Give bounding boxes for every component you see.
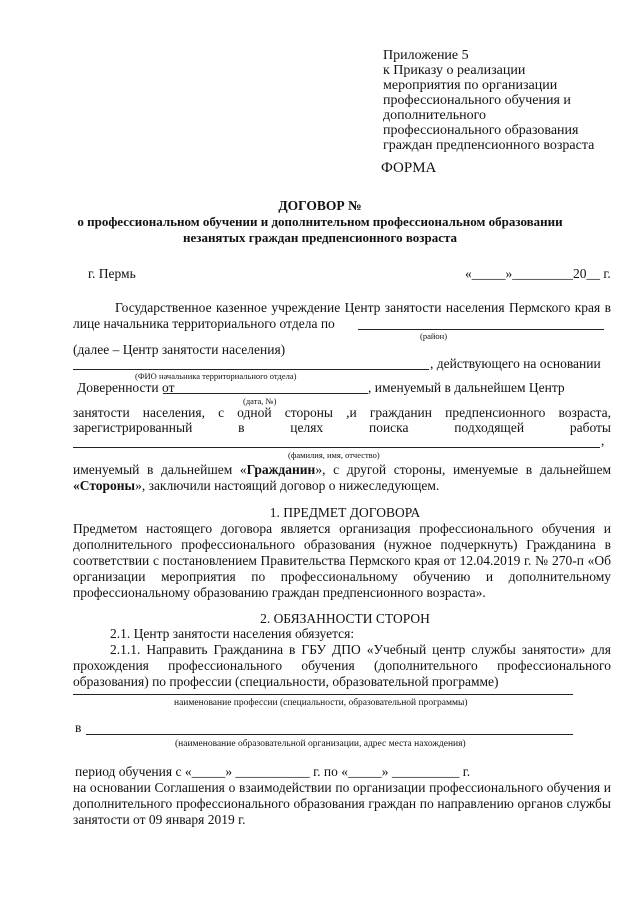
place-label: г. Пермь bbox=[88, 266, 136, 281]
appendix-line: граждан предпенсионного возраста bbox=[383, 138, 595, 153]
profession-underline bbox=[73, 694, 573, 695]
date-no-caption: (дата, №) bbox=[243, 396, 277, 406]
district-caption: (район) bbox=[420, 331, 448, 341]
organization-underline bbox=[86, 734, 573, 735]
intro-line-one-side: занятости населения, с одной стороны ,и гражданин предпенсионного возраста, bbox=[73, 405, 611, 420]
closing-open-quote: « bbox=[73, 478, 80, 493]
closing-part-1: именуемый в дальнейшем « bbox=[73, 462, 247, 477]
intro-closing-line-1 bbox=[73, 462, 611, 479]
appendix-line: профессионального образования bbox=[383, 123, 579, 138]
citizen-fio-underline bbox=[73, 447, 600, 448]
study-period: период обучения с «_____» ___________ г. по «_____» __________ г. bbox=[75, 764, 471, 779]
district-underline bbox=[358, 329, 604, 330]
contract-subtitle-line1: о профессиональном обучении и дополнительном профессиональном образовании bbox=[77, 214, 563, 229]
section-1-heading: 1. ПРЕДМЕТ ДОГОВОРА bbox=[269, 505, 421, 520]
item-2-1-1: 2.1.1. Направить Гражданина в ГБУ ДПО «Учебный центр службы занятости» для прохождения профессионального обучения (дополнительного профессионального образования) по профессии (специальности, образовательной программе) bbox=[73, 642, 611, 689]
contract-subtitle-line2: незанятых граждан предпенсионного возраста bbox=[182, 230, 458, 245]
head-fio-underline bbox=[73, 369, 429, 370]
item-2-1: 2.1. Центр занятости населения обязуется: bbox=[110, 626, 355, 641]
closing-part-2: », с другой стороны, именуемые в дальнейшем bbox=[315, 462, 611, 477]
appendix-line: мероприятия по организации bbox=[383, 78, 558, 93]
form-label: ФОРМА bbox=[381, 160, 437, 176]
acting-on-text: , действующего на основании bbox=[430, 356, 601, 371]
citizen-fio-caption: (фамилия, имя, отчество) bbox=[288, 450, 380, 460]
profession-caption: наименование профессии (специальности, образовательной программы) bbox=[174, 698, 468, 708]
section-2-heading: 2. ОБЯЗАННОСТИ СТОРОН bbox=[260, 611, 430, 626]
citizen-term: Гражданин bbox=[246, 462, 316, 477]
intro-line-3: (далее – Центр занятости населения) bbox=[73, 342, 286, 357]
appendix-line: Приложение 5 bbox=[383, 48, 469, 63]
contract-title: ДОГОВОР № bbox=[278, 198, 362, 213]
section-1-text: Предметом настоящего договора является организация профессионального обучения и дополнительного профессионального образования (нужное подчеркнуть) Гражданина в соответствии с постановлением Правительства Пермского края от 12.04.2019 г. № 270-п «Об организации мероприятия по профессиональному обучению и дополнительному профессиональному образованию граждан предпенсионного возраста». bbox=[73, 521, 611, 600]
closing-part-3: », заключили настоящий договор о нижеследующем. bbox=[135, 478, 440, 493]
named-further-text: , именуемый в дальнейшем Центр bbox=[368, 380, 565, 395]
agreement-text: на основании Соглашения о взаимодействии по организации профессионального обучения и дополнительного профессионального образования граждан по направлению органов службы занятости от 09 января 2019 г. bbox=[73, 780, 611, 827]
appendix-line: к Приказу о реализации bbox=[383, 63, 526, 78]
appendix-block bbox=[383, 48, 633, 153]
intro-line-1: Государственное казенное учреждение Центр занятости населения Пермского края в bbox=[115, 300, 611, 315]
appendix-line: дополнительного bbox=[383, 108, 486, 123]
date-field: «_____»_________20__ г. bbox=[465, 266, 611, 281]
power-of-attorney-underline bbox=[163, 393, 368, 394]
in-label: в bbox=[75, 720, 82, 735]
intro-line-2: лице начальника территориального отдела по bbox=[73, 316, 335, 331]
parties-term: Стороны bbox=[79, 478, 136, 493]
head-fio-caption: (ФИО начальника территориального отдела) bbox=[135, 371, 297, 381]
intro-closing-line-2 bbox=[73, 478, 439, 494]
comma-mark: , bbox=[601, 433, 605, 448]
power-of-attorney-label: Доверенности от bbox=[77, 380, 175, 395]
intro-line-registered: зарегистрированный в целях поиска подходящей работы bbox=[73, 420, 611, 435]
appendix-line: профессионального обучения и bbox=[383, 93, 571, 108]
organization-caption: (наименование образовательной организации, адрес места нахождения) bbox=[175, 739, 466, 749]
